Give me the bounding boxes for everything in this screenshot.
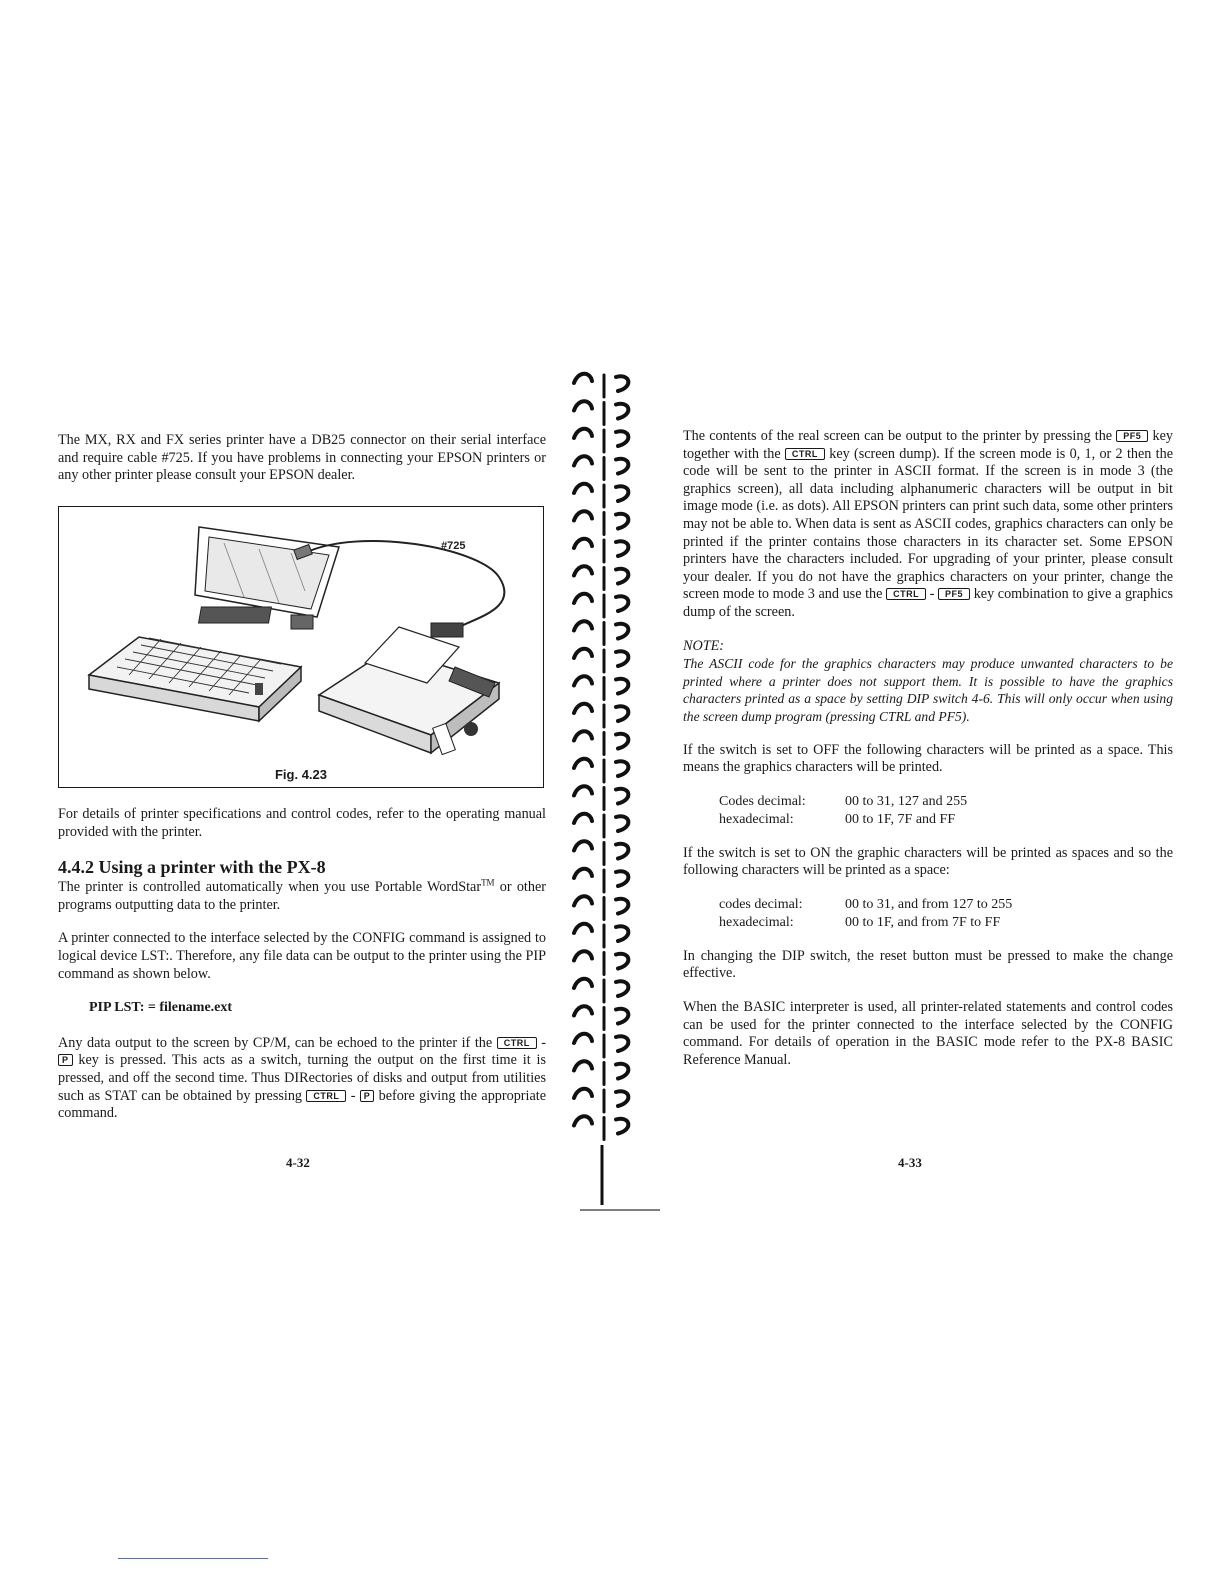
right-page (683, 428, 1173, 1069)
ctrl-key-icon: CTRL (497, 1037, 537, 1049)
spiral-ring (574, 951, 592, 960)
spiral-ring-loop (616, 376, 628, 391)
spiral-ring (574, 704, 592, 713)
spiral-ring (574, 566, 592, 575)
figure-caption: Fig. 4.23 (274, 767, 328, 782)
spiral-ring-loop (616, 1119, 628, 1134)
pf5-key-icon: PF5 (1116, 430, 1148, 442)
spiral-ring (574, 786, 592, 795)
spiral-ring-loop (616, 624, 628, 639)
p-key-icon: P (360, 1090, 375, 1102)
off-codes-table: Codes decimal: 00 to 31, 127 and 255 hexadecimal: 00 to 1F, 7F and FF (719, 793, 968, 827)
cable-label: #725 (441, 540, 466, 552)
figure-printer-connection (58, 506, 544, 788)
spiral-ring (574, 484, 592, 493)
spiral-ring-loop (616, 514, 628, 529)
note-title: NOTE: (683, 637, 724, 654)
spiral-ring (574, 621, 592, 630)
pip-command: PIP LST: = filename.ext (89, 1000, 233, 1016)
note-body: The ASCII code for the graphics characters may produce unwanted characters to be printed where a printer does not support them. It is possible to have the graphics characters printed as a space by setting DIP switch 4-6. This will only occur when using the screen dump program (pressing CTRL and PF5). (683, 656, 1173, 724)
spiral-ring-loop (616, 761, 628, 776)
spiral-ring (574, 979, 592, 988)
wordstar-paragraph: The printer is controlled automatically when you use Portable WordStar™ or other programs outputting data to the printer. (58, 877, 546, 913)
left-page (58, 432, 546, 485)
spiral-ring (574, 374, 592, 383)
ctrl-key-icon: CTRL (785, 448, 825, 460)
spiral-ring-loop (616, 954, 628, 969)
spiral-ring-loop (616, 981, 628, 996)
spiral-ring-loop (616, 569, 628, 584)
spiral-ring (574, 896, 592, 905)
spiral-ring (574, 841, 592, 850)
spiral-ring-loop (616, 651, 628, 666)
spiral-ring (574, 1006, 592, 1015)
pf5-key-icon: PF5 (938, 588, 970, 600)
lst-paragraph: A printer connected to the interface selected by the CONFIG command is assigned to logical device LST:. Therefore, any file data can be output to the printer using the PIP command as shown below. (58, 930, 546, 982)
spiral-ring-loop (616, 899, 628, 914)
spiral-ring (574, 594, 592, 603)
ctrl-key-icon: CTRL (306, 1090, 346, 1102)
spiral-ring (574, 511, 592, 520)
switch-on-paragraph: If the switch is set to ON the graphic characters will be printed as spaces and so the following characters will be printed as a space: (683, 844, 1173, 879)
switch-off-paragraph: If the switch is set to OFF the following characters will be printed as a space. This means the graphics characters will be printed. (683, 741, 1173, 776)
on-codes-table: codes decimal: 00 to 31, and from 127 to 255 hexadecimal: 00 to 1F, and from 7F to FF (719, 896, 1013, 930)
spiral-ring (574, 924, 592, 933)
spiral-ring (574, 1061, 592, 1070)
spiral-ring-loop (616, 816, 628, 831)
left-page-number: 4-32 (286, 1155, 310, 1170)
dip-switch-paragraph: In changing the DIP switch, the reset button must be pressed to make the change effective. (683, 947, 1173, 982)
ctrl-key-icon: CTRL (886, 588, 926, 600)
spiral-ring-loop (616, 1064, 628, 1079)
spiral-ring-loop (616, 1009, 628, 1024)
spiral-ring (574, 731, 592, 740)
spiral-ring (574, 649, 592, 658)
spiral-ring-loop (616, 404, 628, 419)
spiral-ring-loop (616, 844, 628, 859)
spiral-ring (574, 759, 592, 768)
spiral-ring-loop (616, 789, 628, 804)
spiral-binding (560, 355, 660, 1215)
left-page-lower (58, 806, 546, 1123)
spiral-ring (574, 1034, 592, 1043)
computer-printer-illustration (59, 507, 543, 787)
spiral-ring (574, 456, 592, 465)
p-key-icon: P (58, 1054, 73, 1066)
spiral-ring (574, 676, 592, 685)
spiral-ring-loop (616, 486, 628, 501)
spiral-ring-loop (616, 926, 628, 941)
spiral-ring-loop (616, 541, 628, 556)
echo-paragraph: Any data output to the screen by CP/M, can be echoed to the printer if the CTRL - P key is pressed. This acts as a switch, turning the output on the first time it is pressed, and off the second time. Thus DIRectories of disks and output from utilities such as STAT can be obtained by pressing CTRL - P before giving the appropriate command. (58, 1034, 546, 1122)
spiral-ring-loop (616, 871, 628, 886)
spiral-ring (574, 429, 592, 438)
spiral-ring (574, 401, 592, 410)
spiral-ring (574, 869, 592, 878)
basic-paragraph: When the BASIC interpreter is used, all printer-related statements and control codes can be used for the printer connected to the interface selected by the CONFIG command. For details of operation in the BASIC mode refer to the PX-8 BASIC Reference Manual. (683, 999, 1173, 1068)
intro-paragraph: The MX, RX and FX series printer have a DB25 connector on their serial interface and require cable #725. If you have problems in connecting your EPSON printers or any other printer please consult your EPSON dealer. (58, 432, 546, 484)
screen-dump-paragraph: The contents of the real screen can be output to the printer by pressing the PF5 key together with the CTRL key (screen dump). If the screen mode is 0, 1, or 2 then the code will be sent to the printer in ASCII format. If the screen is in mode 3 (the graphics screen), all data including alphanumeric characters will be output in bit image mode (i.e. as dots). All EPSON printers can print such data, some other printers may not be able to. When data is sent as ASCII codes, graphics characters can only be printed if the printer contains those characters in its character set. Some EPSON printers have the characters included. For upgrading of your printer, please consult your dealer. If you do not have the graphics characters on your printer, change the screen mode to mode 3 and use the CTRL - PF5 key combination to give a graphics dump of the screen. (683, 428, 1174, 620)
spiral-ring-loop (616, 596, 628, 611)
bottom-rule (118, 1558, 268, 1559)
spiral-ring-loop (616, 734, 628, 749)
right-page-number: 4-33 (898, 1155, 922, 1170)
spiral-ring-loop (616, 459, 628, 474)
spiral-ring-loop (616, 431, 628, 446)
spiral-ring-loop (616, 679, 628, 694)
spiral-ring (574, 539, 592, 548)
spiral-ring-loop (616, 1091, 628, 1106)
spiral-ring-loop (616, 706, 628, 721)
section-heading: 4.4.2 Using a printer with the PX-8 (58, 857, 326, 878)
spiral-ring (574, 1089, 592, 1098)
spiral-ring (574, 814, 592, 823)
spiral-ring (574, 1116, 592, 1125)
spiral-ring-loop (616, 1036, 628, 1051)
details-paragraph: For details of printer specifications and control codes, refer to the operating manual provided with the printer. (58, 806, 546, 840)
